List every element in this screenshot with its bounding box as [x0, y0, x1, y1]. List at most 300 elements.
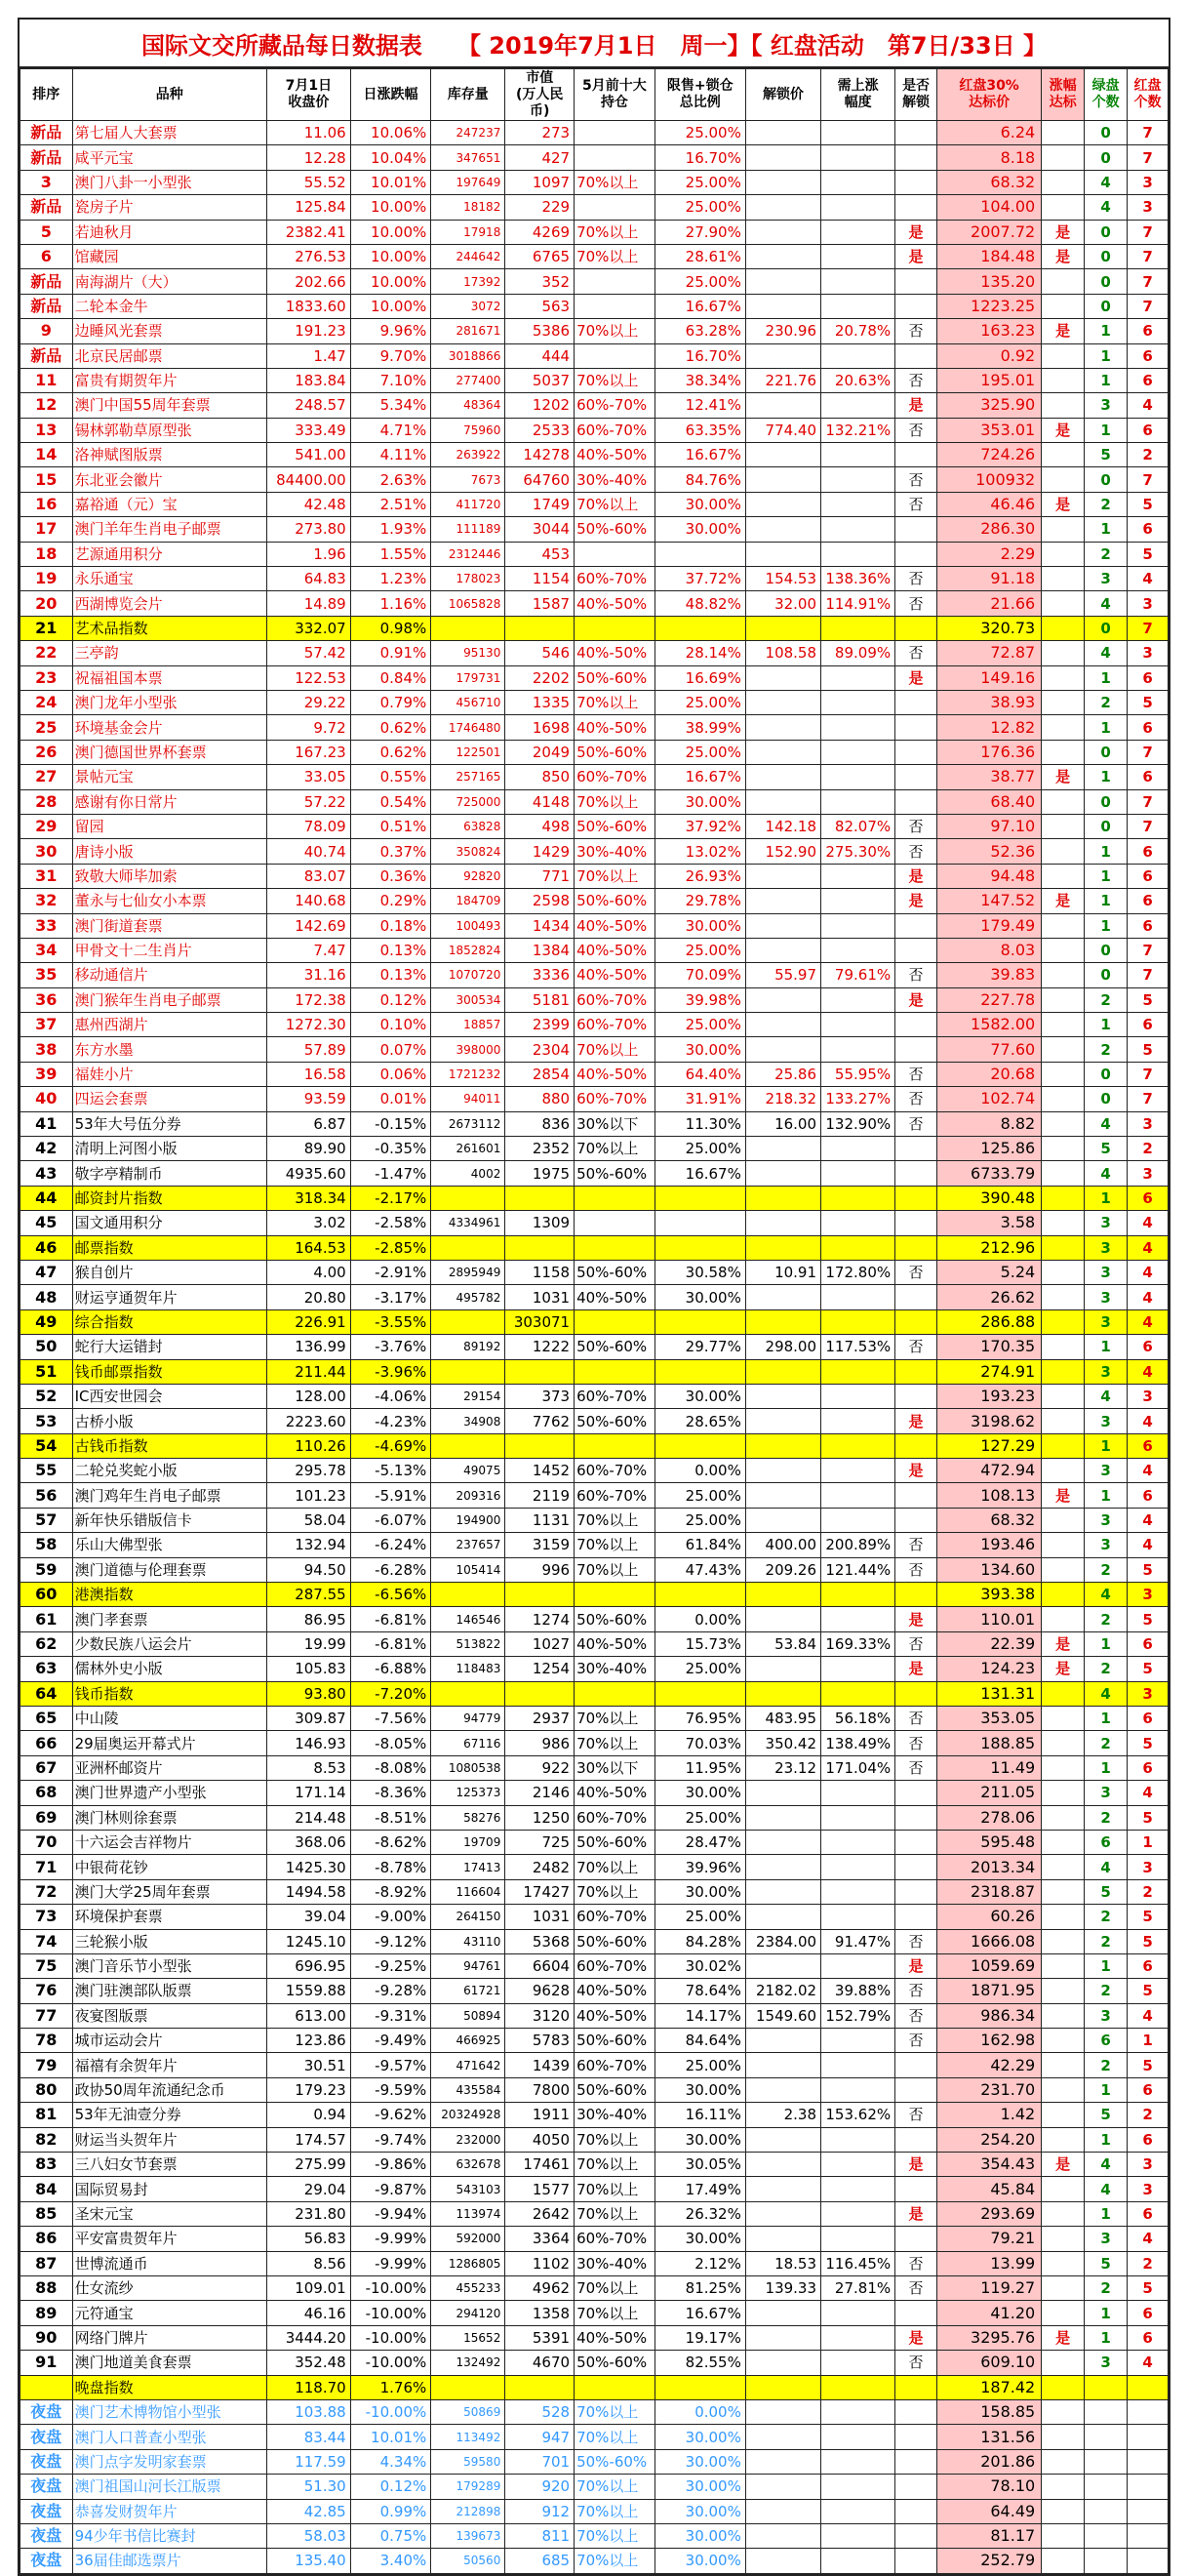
cell-green-count: 0 — [1085, 220, 1128, 244]
cell-locked-ratio: 76.95% — [654, 1707, 745, 1731]
cell-locked-ratio — [654, 1433, 745, 1458]
cell-daily-change: 0.36% — [350, 864, 431, 888]
cell-red-count: 7 — [1128, 1087, 1169, 1111]
cell-unlock-price — [745, 2127, 820, 2152]
cell-rise-needed: 153.62% — [821, 2103, 895, 2127]
table-row — [20, 2103, 1169, 2127]
cell-top10-holding: 70%以上 — [575, 2549, 655, 2573]
cell-close-price: 214.48 — [266, 1805, 350, 1830]
table-row — [20, 1755, 1169, 1780]
cell-top10-holding: 50%-60% — [575, 1607, 655, 1631]
cell-locked-ratio: 38.34% — [654, 368, 745, 392]
cell-daily-change: -8.05% — [350, 1731, 431, 1755]
cell-close-price: 8.53 — [266, 1755, 350, 1780]
cell-top10-holding — [575, 1186, 655, 1210]
cell-green-count — [1085, 2449, 1128, 2474]
cell-target-price: 102.74 — [937, 1087, 1042, 1111]
table-row — [20, 2425, 1169, 2449]
cell-market-value: 6765 — [505, 244, 575, 268]
cell-daily-change: -5.13% — [350, 1459, 431, 1483]
cell-target-met — [1042, 294, 1085, 318]
cell-stock: 179731 — [431, 665, 505, 690]
cell-target-met — [1042, 1161, 1085, 1186]
cell-stock: 94779 — [431, 1707, 505, 1731]
cell-name: 咸平元宝 — [72, 145, 266, 170]
cell-daily-change: 0.07% — [350, 1037, 431, 1062]
cell-green-count: 2 — [1085, 1037, 1128, 1062]
cell-unlock-price — [745, 393, 820, 418]
cell-close-price: 295.78 — [266, 1459, 350, 1483]
cell-close-price: 12.28 — [266, 145, 350, 170]
cell-locked-ratio — [654, 542, 745, 566]
cell-close-price: 117.59 — [266, 2449, 350, 2474]
cell-rank: 46 — [20, 1235, 73, 1260]
cell-name: 澳门艺术博物馆小型张 — [72, 2399, 266, 2424]
cell-name: 澳门德国世界杯套票 — [72, 740, 266, 764]
cell-red-count: 6 — [1128, 368, 1169, 392]
cell-unlock-price — [745, 145, 820, 170]
cell-name: 儒林外史小版 — [72, 1657, 266, 1681]
cell-name: 澳门点字发明家套票 — [72, 2449, 266, 2474]
cell-rise-needed — [821, 1013, 895, 1037]
cell-locked-ratio: 30.00% — [654, 2499, 745, 2523]
cell-target-met: 是 — [1042, 765, 1085, 789]
cell-close-price: 164.53 — [266, 1235, 350, 1260]
cell-rise-needed: 27.81% — [821, 2275, 895, 2300]
cell-unlock-price — [745, 1953, 820, 1978]
cell-rank: 夜盘 — [20, 2523, 73, 2548]
cell-locked-ratio: 30.00% — [654, 2425, 745, 2449]
cell-red-count: 4 — [1128, 2227, 1169, 2251]
cell-target-met — [1042, 1681, 1085, 1706]
cell-green-count: 1 — [1085, 517, 1128, 542]
cell-close-price: 142.69 — [266, 913, 350, 938]
cell-name: 36届佳邮选票片 — [72, 2549, 266, 2573]
table-row — [20, 2003, 1169, 2028]
cell-stock: 113974 — [431, 2201, 505, 2226]
cell-rank: 80 — [20, 2077, 73, 2102]
cell-target-price: 187.42 — [937, 2375, 1042, 2399]
cell-rise-needed — [821, 913, 895, 938]
cell-unlock-price — [745, 1235, 820, 1260]
cell-name: 富贵有期贺年片 — [72, 368, 266, 392]
cell-target-price: 39.83 — [937, 963, 1042, 987]
cell-rank: 67 — [20, 1755, 73, 1780]
cell-green-count: 1 — [1085, 2301, 1128, 2325]
cell-locked-ratio: 28.65% — [654, 1409, 745, 1433]
cell-close-price: 56.83 — [266, 2227, 350, 2251]
table-row — [20, 641, 1169, 665]
table-row — [20, 814, 1169, 838]
cell-green-count: 0 — [1085, 145, 1128, 170]
cell-target-price: 274.91 — [937, 1359, 1042, 1384]
cell-rise-needed — [821, 1681, 895, 1706]
cell-green-count: 3 — [1085, 1285, 1128, 1309]
cell-target-price: 6.24 — [937, 121, 1042, 145]
cell-target-price: 6733.79 — [937, 1161, 1042, 1186]
cell-daily-change: -6.81% — [350, 1631, 431, 1656]
cell-green-count: 2 — [1085, 987, 1128, 1012]
cell-unlock-price — [745, 2301, 820, 2325]
cell-rise-needed — [821, 889, 895, 913]
cell-unlocked: 否 — [895, 1631, 937, 1656]
cell-red-count: 6 — [1128, 319, 1169, 343]
cell-target-met — [1042, 1805, 1085, 1830]
cell-daily-change: 2.63% — [350, 467, 431, 492]
cell-top10-holding — [575, 1583, 655, 1607]
cell-red-count: 6 — [1128, 2201, 1169, 2226]
cell-name: 澳门猴年生肖电子邮票 — [72, 987, 266, 1012]
cell-name: 澳门八卦一小型张 — [72, 170, 266, 194]
cell-rank: 5 — [20, 220, 73, 244]
cell-top10-holding: 70%以上 — [575, 1508, 655, 1532]
cell-rise-needed — [821, 1805, 895, 1830]
cell-red-count: 1 — [1128, 2029, 1169, 2053]
cell-target-price: 46.46 — [937, 492, 1042, 516]
cell-green-count: 3 — [1085, 1260, 1128, 1284]
cell-top10-holding: 70%以上 — [575, 1557, 655, 1582]
cell-green-count: 1 — [1085, 368, 1128, 392]
cell-daily-change: 3.40% — [350, 2549, 431, 2573]
cell-unlocked — [895, 789, 937, 814]
cell-unlock-price: 152.90 — [745, 839, 820, 864]
cell-locked-ratio: 27.90% — [654, 220, 745, 244]
cell-red-count: 6 — [1128, 2301, 1169, 2325]
cell-rise-needed — [821, 1186, 895, 1210]
cell-daily-change: -3.17% — [350, 1285, 431, 1309]
cell-stock: 281671 — [431, 319, 505, 343]
cell-market-value: 2533 — [505, 418, 575, 442]
cell-unlock-price — [745, 517, 820, 542]
cell-locked-ratio: 26.93% — [654, 864, 745, 888]
cell-green-count: 1 — [1085, 2127, 1128, 2152]
cell-rank: 3 — [20, 170, 73, 194]
cell-target-price: 12.82 — [937, 715, 1042, 740]
cell-red-count: 2 — [1128, 2251, 1169, 2275]
cell-green-count: 3 — [1085, 393, 1128, 418]
cell-unlock-price — [745, 1359, 820, 1384]
cell-top10-holding: 40%-50% — [575, 591, 655, 616]
cell-top10-holding: 60%-70% — [575, 1953, 655, 1978]
cell-rise-needed — [821, 1508, 895, 1532]
cell-stock: 1721232 — [431, 1062, 505, 1086]
cell-rise-needed — [821, 121, 895, 145]
cell-locked-ratio: 25.00% — [654, 170, 745, 194]
cell-top10-holding: 70%以上 — [575, 1855, 655, 1879]
cell-name: 锡林郭勒草原型张 — [72, 418, 266, 442]
cell-name: 中银荷花钞 — [72, 1855, 266, 1879]
cell-daily-change: -9.12% — [350, 1929, 431, 1953]
cell-target-met — [1042, 1137, 1085, 1161]
cell-stock: 456710 — [431, 690, 505, 714]
cell-locked-ratio: 30.00% — [654, 2475, 745, 2499]
cell-daily-change: -9.49% — [350, 2029, 431, 2053]
cell-target-price: 195.01 — [937, 368, 1042, 392]
cell-rank: 68 — [20, 1781, 73, 1805]
cell-rise-needed — [821, 765, 895, 789]
cell-green-count: 0 — [1085, 1062, 1128, 1086]
cell-red-count: 7 — [1128, 269, 1169, 294]
cell-rise-needed: 138.36% — [821, 567, 895, 591]
cell-top10-holding: 50%-60% — [575, 665, 655, 690]
cell-name: 澳门世界遗产小型张 — [72, 1781, 266, 1805]
cell-red-count: 7 — [1128, 740, 1169, 764]
cell-top10-holding: 50%-60% — [575, 740, 655, 764]
cell-name: 洛神赋图版票 — [72, 443, 266, 467]
cell-rise-needed — [821, 1953, 895, 1978]
cell-unlock-price — [745, 616, 820, 640]
cell-unlocked — [895, 1781, 937, 1805]
cell-rank: 50 — [20, 1335, 73, 1359]
cell-close-price: 1245.10 — [266, 1929, 350, 1953]
cell-stock: 3072 — [431, 294, 505, 318]
cell-locked-ratio: 39.96% — [654, 1855, 745, 1879]
table-row — [20, 1805, 1169, 1830]
cell-daily-change: 0.99% — [350, 2499, 431, 2523]
cell-green-count: 2 — [1085, 1657, 1128, 1681]
cell-unlocked: 是 — [895, 1607, 937, 1631]
cell-stock: 237657 — [431, 1533, 505, 1557]
cell-red-count: 7 — [1128, 814, 1169, 838]
cell-green-count: 4 — [1085, 1161, 1128, 1186]
cell-name: 古桥小版 — [72, 1409, 266, 1433]
cell-market-value: 1222 — [505, 1335, 575, 1359]
cell-stock: 49075 — [431, 1459, 505, 1483]
cell-unlocked — [895, 1161, 937, 1186]
cell-unlock-price — [745, 938, 820, 962]
cell-stock: 350824 — [431, 839, 505, 864]
cell-rise-needed — [821, 2449, 895, 2474]
table-row — [20, 1905, 1169, 1929]
cell-stock: 179289 — [431, 2475, 505, 2499]
cell-stock: 146546 — [431, 1607, 505, 1631]
cell-name: 古钱币指数 — [72, 1433, 266, 1458]
cell-rank: 29 — [20, 814, 73, 838]
cell-stock: 1746480 — [431, 715, 505, 740]
cell-daily-change: -10.00% — [350, 2301, 431, 2325]
cell-target-price: 22.39 — [937, 1631, 1042, 1656]
cell-rise-needed: 133.27% — [821, 1087, 895, 1111]
cell-red-count: 5 — [1128, 690, 1169, 714]
cell-green-count: 4 — [1085, 2153, 1128, 2177]
cell-locked-ratio: 28.47% — [654, 1830, 745, 1854]
table-row — [20, 418, 1169, 442]
cell-top10-holding: 40%-50% — [575, 1781, 655, 1805]
cell-unlocked — [895, 740, 937, 764]
cell-rank: 79 — [20, 2053, 73, 2077]
cell-green-count: 0 — [1085, 789, 1128, 814]
cell-daily-change: 10.06% — [350, 121, 431, 145]
cell-locked-ratio: 17.49% — [654, 2177, 745, 2201]
cell-market-value: 1698 — [505, 715, 575, 740]
cell-red-count: 4 — [1128, 2003, 1169, 2028]
cell-unlocked — [895, 195, 937, 220]
cell-unlock-price: 2384.00 — [745, 1929, 820, 1953]
cell-rise-needed — [821, 170, 895, 194]
cell-target-price: 125.86 — [937, 1137, 1042, 1161]
cell-unlock-price — [745, 443, 820, 467]
header-top10-holding: 5月前十大 持仓 — [575, 69, 655, 121]
cell-rank: 21 — [20, 616, 73, 640]
cell-rank: 15 — [20, 467, 73, 492]
cell-top10-holding: 50%-60% — [575, 2351, 655, 2375]
cell-market-value: 1031 — [505, 1905, 575, 1929]
cell-close-price: 39.04 — [266, 1905, 350, 1929]
cell-locked-ratio: 30.00% — [654, 1384, 745, 1408]
cell-rise-needed — [821, 987, 895, 1012]
cell-red-count: 5 — [1128, 1929, 1169, 1953]
cell-market-value: 3336 — [505, 963, 575, 987]
cell-unlocked — [895, 2177, 937, 2201]
cell-locked-ratio: 61.84% — [654, 1533, 745, 1557]
cell-unlocked — [895, 913, 937, 938]
cell-target-price: 8.18 — [937, 145, 1042, 170]
cell-unlock-price — [745, 2177, 820, 2201]
cell-daily-change: -9.31% — [350, 2003, 431, 2028]
cell-market-value: 4670 — [505, 2351, 575, 2375]
cell-close-price: 132.94 — [266, 1533, 350, 1557]
cell-rise-needed — [821, 1781, 895, 1805]
cell-red-count: 5 — [1128, 1607, 1169, 1631]
cell-close-price: 309.87 — [266, 1707, 350, 1731]
cell-market-value: 3044 — [505, 517, 575, 542]
cell-top10-holding: 30%-40% — [575, 2103, 655, 2127]
cell-rise-needed: 171.04% — [821, 1755, 895, 1780]
cell-target-price: 104.00 — [937, 195, 1042, 220]
cell-red-count: 4 — [1128, 1359, 1169, 1384]
table-row — [20, 2301, 1169, 2325]
cell-rise-needed: 152.79% — [821, 2003, 895, 2028]
cell-stock: 116604 — [431, 1879, 505, 1904]
cell-top10-holding — [575, 121, 655, 145]
cell-target-price: 595.48 — [937, 1830, 1042, 1854]
table-row — [20, 1013, 1169, 1037]
cell-unlocked: 是 — [895, 665, 937, 690]
cell-top10-holding: 40%-50% — [575, 641, 655, 665]
cell-unlocked — [895, 715, 937, 740]
cell-target-met — [1042, 1384, 1085, 1408]
cell-target-met — [1042, 145, 1085, 170]
cell-market-value: 1250 — [505, 1805, 575, 1830]
cell-market-value: 2119 — [505, 1483, 575, 1508]
cell-unlocked — [895, 765, 937, 789]
cell-unlock-price — [745, 2351, 820, 2375]
cell-name: 十六运会吉祥物片 — [72, 1830, 266, 1854]
cell-top10-holding: 30%-40% — [575, 839, 655, 864]
cell-unlocked — [895, 1433, 937, 1458]
cell-close-price: 93.59 — [266, 1087, 350, 1111]
cell-market-value: 1202 — [505, 393, 575, 418]
cell-unlocked — [895, 938, 937, 962]
cell-rise-needed: 56.18% — [821, 1707, 895, 1731]
cell-name: 国际贸易封 — [72, 2177, 266, 2201]
cell-market-value: 563 — [505, 294, 575, 318]
cell-market-value: 2304 — [505, 1037, 575, 1062]
cell-market-value: 4962 — [505, 2275, 575, 2300]
cell-rank: 新品 — [20, 121, 73, 145]
cell-green-count: 4 — [1085, 591, 1128, 616]
cell-unlock-price — [745, 715, 820, 740]
cell-unlock-price — [745, 294, 820, 318]
cell-locked-ratio: 12.41% — [654, 393, 745, 418]
table-body — [20, 121, 1169, 2574]
cell-red-count: 3 — [1128, 1384, 1169, 1408]
cell-target-met — [1042, 1459, 1085, 1483]
cell-top10-holding — [575, 2375, 655, 2399]
cell-green-count — [1085, 2523, 1128, 2548]
cell-name: 感谢有你日常片 — [72, 789, 266, 814]
cell-close-price: 94.50 — [266, 1557, 350, 1582]
cell-daily-change: 0.29% — [350, 889, 431, 913]
cell-target-met — [1042, 1359, 1085, 1384]
table-row — [20, 393, 1169, 418]
header-rank: 排序 — [20, 69, 73, 121]
cell-rise-needed — [821, 1235, 895, 1260]
cell-rank: 夜盘 — [20, 2399, 73, 2424]
cell-name: 元符通宝 — [72, 2301, 266, 2325]
cell-top10-holding: 60%-70% — [575, 2227, 655, 2251]
cell-target-met — [1042, 1037, 1085, 1062]
cell-target-met — [1042, 1285, 1085, 1309]
cell-top10-holding: 50%-60% — [575, 1929, 655, 1953]
table-row — [20, 1409, 1169, 1433]
cell-rank: 77 — [20, 2003, 73, 2028]
cell-unlock-price — [745, 1211, 820, 1235]
cell-name: 澳门鸡年生肖电子邮票 — [72, 1483, 266, 1508]
cell-daily-change: -4.69% — [350, 1433, 431, 1458]
cell-market-value: 546 — [505, 641, 575, 665]
cell-target-met — [1042, 2127, 1085, 2152]
cell-market-value — [505, 2375, 575, 2399]
cell-market-value — [505, 1186, 575, 1210]
cell-red-count: 3 — [1128, 591, 1169, 616]
cell-unlock-price — [745, 1285, 820, 1309]
cell-green-count — [1085, 2499, 1128, 2523]
cell-name: 三亭韵 — [72, 641, 266, 665]
cell-locked-ratio: 37.92% — [654, 814, 745, 838]
cell-daily-change: -9.86% — [350, 2153, 431, 2177]
cell-rank: 夜盘 — [20, 2499, 73, 2523]
cell-unlock-price — [745, 765, 820, 789]
cell-market-value: 2642 — [505, 2201, 575, 2226]
cell-close-price: 333.49 — [266, 418, 350, 442]
cell-market-value: 3120 — [505, 2003, 575, 2028]
cell-unlock-price — [745, 269, 820, 294]
cell-target-price: 110.01 — [937, 1607, 1042, 1631]
cell-red-count — [1128, 2523, 1169, 2548]
cell-market-value: 453 — [505, 542, 575, 566]
cell-stock: 1852824 — [431, 938, 505, 962]
cell-rise-needed — [821, 1037, 895, 1062]
cell-locked-ratio: 63.35% — [654, 418, 745, 442]
cell-rank: 73 — [20, 1905, 73, 1929]
cell-target-met — [1042, 1335, 1085, 1359]
cell-top10-holding: 50%-60% — [575, 2077, 655, 2102]
cell-locked-ratio: 30.58% — [654, 1260, 745, 1284]
cell-green-count: 3 — [1085, 2003, 1128, 2028]
cell-daily-change: -4.23% — [350, 1409, 431, 1433]
cell-name: 唐诗小版 — [72, 839, 266, 864]
cell-unlocked: 否 — [895, 2351, 937, 2375]
cell-daily-change: 4.11% — [350, 443, 431, 467]
cell-rank: 新品 — [20, 195, 73, 220]
cell-target-met — [1042, 343, 1085, 368]
cell-market-value: 4050 — [505, 2127, 575, 2152]
cell-name: 钱币指数 — [72, 1681, 266, 1706]
cell-rank: 6 — [20, 244, 73, 268]
cell-close-price: 101.23 — [266, 1483, 350, 1508]
cell-rank: 42 — [20, 1137, 73, 1161]
